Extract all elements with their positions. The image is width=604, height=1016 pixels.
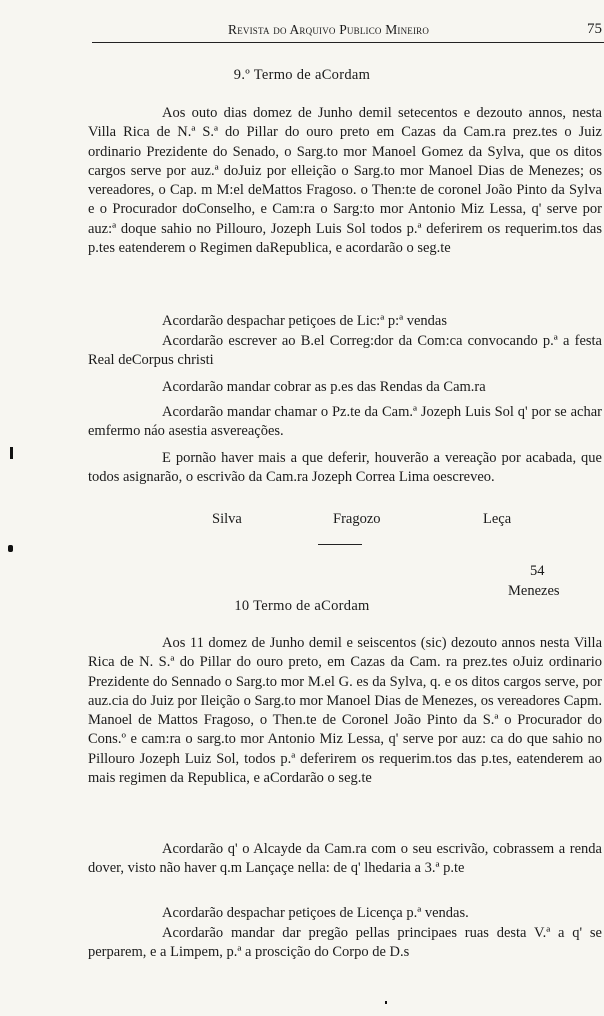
term10-resolution-3: Acordarão mandar dar pregão pellas principaes ruas desta V.ª a q' se perparem, e a Limpem, p.ª a proscição do Corpo de D.s [88, 925, 602, 961]
term10-body: Aos 11 domez de Junho demil e seiscentos (sic) dezouto annos nesta Villa Rica de N. S.ª do Pillar do ouro preto, em Cazas da Cam. ra prez.tes oJuiz ordinario Prezidente do Sennado o Sarg.to mor M.el G. es da Sylva, q. e os ditos cargos serve, por auz.cia do Juiz por Ileição o Sarg.to mor Manoel Dias de Menezes, os vereadores Capm. Manoel de Mattos Fragoso, o Then.te de Coronel João Pinto da S.ª o Procurador do Cons.º e cam:ra o sarg.to mor Antonio Miz Lessa, q' serve por auz: ca do que sahio no Pillouro Jozeph Luiz Sol, todos p.ª deferirem os requerim.tos das p.tes, eatenderem ao mais regimen da Republica, e aCordarão o seg.te [88, 635, 602, 787]
term9-resolution-1: Acordarão despachar petiçoes de Lic:ª p:ª vendas [162, 313, 447, 329]
signature-silva: Silva [212, 511, 242, 527]
term9-closing: E pornão haver mais a que deferir, houverão a vereação por acabada, que todos asignarão, o escrivão da Cam.ra Jozeph Correa Lima oescreveo. [88, 450, 602, 486]
signature-leca: Leça [483, 511, 512, 527]
page-number: 75 [587, 21, 602, 37]
term10-resolution-1: Acordarão q' o Alcayde da Cam.ra com o seu escrivão, cobrassem a renda dover, visto não haver q.m Lançaçe nella: de q' lhedaria a 3.ª p.te [88, 841, 602, 877]
term10-resolution-2: Acordarão despachar petiçoes de Licença p.ª vendas. [162, 905, 469, 921]
scan-speck [385, 1001, 387, 1004]
term10-title: 10 Termo de aCordam [234, 598, 370, 614]
term9-resolution-3: Acordarão mandar cobrar as p.es das Rendas da Cam.ra [162, 379, 486, 395]
term9-title: 9.º Termo de aCordam [233, 67, 371, 83]
term9-resolution-2: Acordarão escrever ao B.el Correg:dor da Com:ca convocando p.ª a festa Real deCorpus christi [88, 333, 602, 369]
term9-resolution-4: Acordarão mandar chamar o Pz.te da Cam.ª Jozeph Luis Sol q' por se achar emfermo náo asestia asvereações. [88, 404, 602, 440]
section-divider [318, 544, 362, 545]
term9-body: Aos outo dias domez de Junho demil setecentos e dezouto annos, nesta Villa Rica de N.ª S.ª do Pillar do ouro preto em Cazas da Cam.ra prez.tes o Juiz ordinario Prezidente do Senado, o Sarg.to mor Manoel Gomez da Sylva, que os ditos cargos serve por auz.ª doJuiz por elleição o Sarg.to mor Manoel Dias de Menezes; os vereadores, o Cap. m M:el deMattos Fragoso. o Then:te de coronel João Pinto da Sylva e o Procurador doConselho, e Cam:ra o Sarg:to mor Antonio Miz Lessa, q' serve por auz:ª doque sahio no Pillouro, Jozeph Luis Sol todos p.ª deferirem os requerim.tos das p.tes eatenderem o Regimen daRepublica, e acordarão o seg.te [88, 105, 602, 257]
scan-mark [10, 447, 13, 459]
scan-mark [8, 545, 13, 552]
note-number: 54 [530, 563, 545, 579]
journal-title: Revista do Arquivo Publico Mineiro [228, 22, 430, 37]
note-name: Menezes [508, 583, 560, 599]
signature-fragozo: Fragozo [333, 511, 381, 527]
running-header [92, 20, 604, 43]
